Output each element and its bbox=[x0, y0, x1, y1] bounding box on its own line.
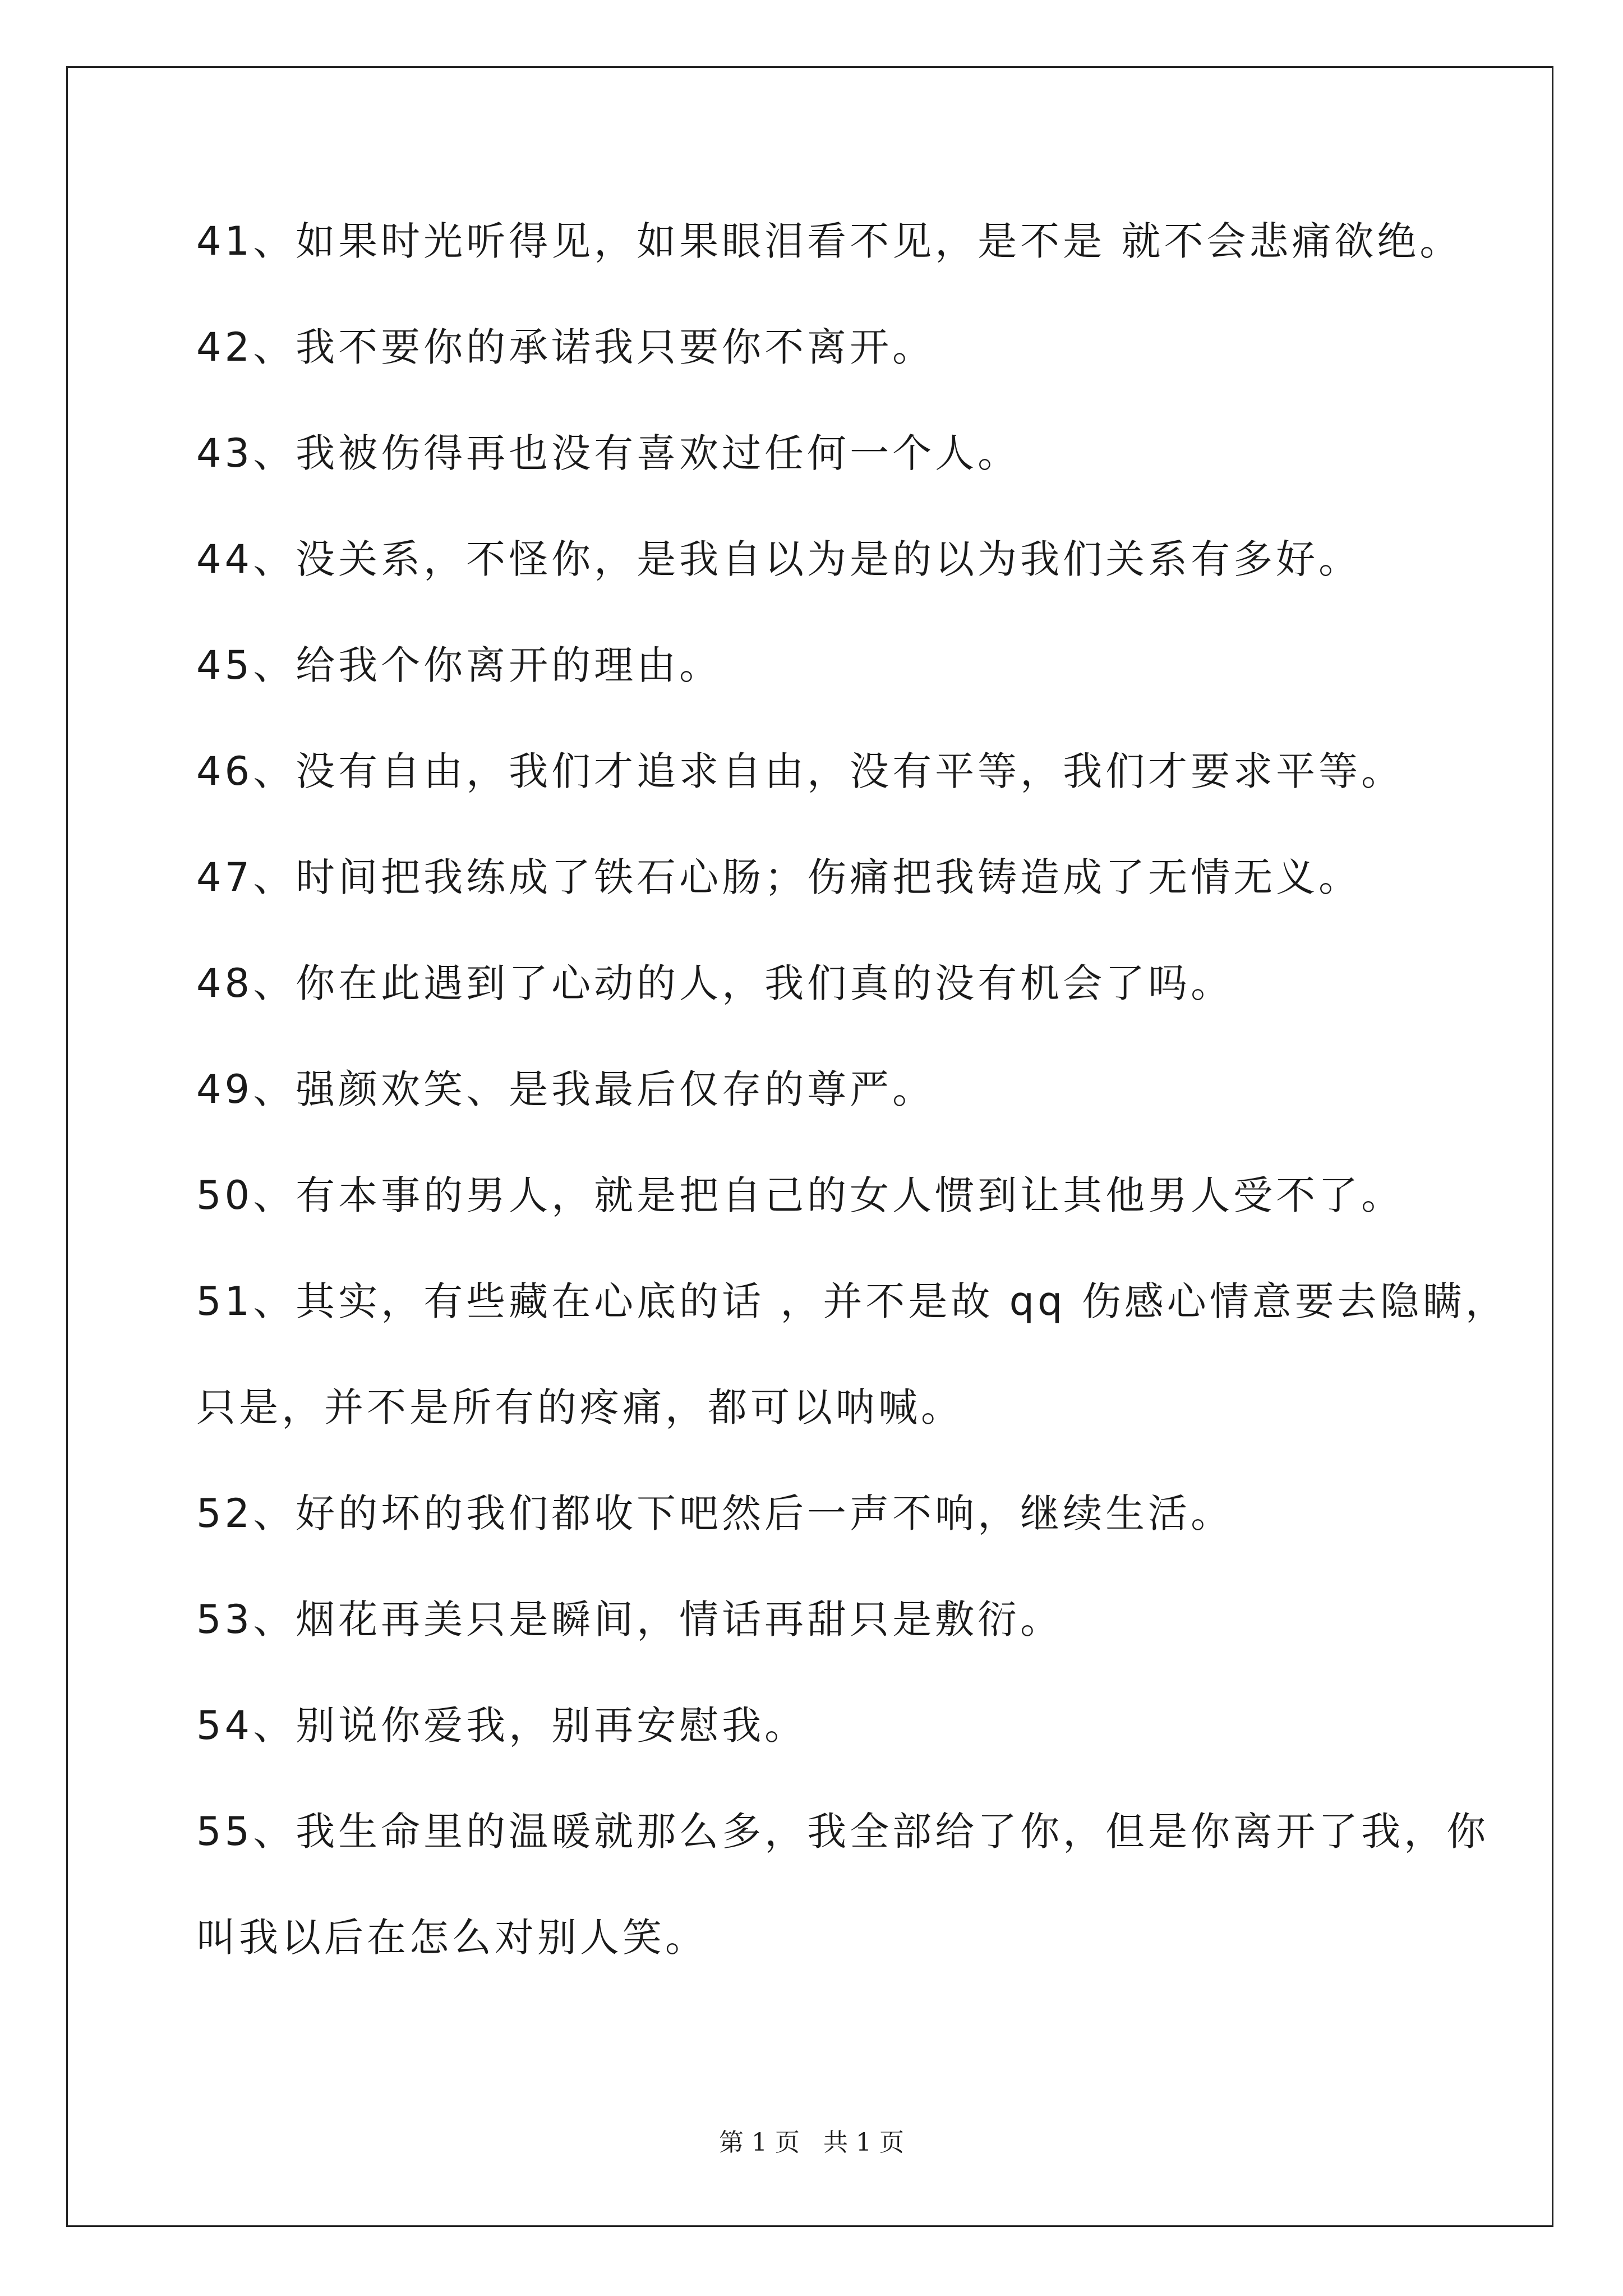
text-line: 55、我生命里的温暖就那么多，我全部给了你，但是你离开了我，你 bbox=[196, 1809, 1490, 1855]
text-line: 52、好的坏的我们都收下吧然后一声不响，继续生活。 bbox=[196, 1490, 1234, 1536]
text-line: 54、别说你爱我，别再安慰我。 bbox=[196, 1703, 808, 1749]
page-footer: 第 1 页 共 1 页 bbox=[719, 2128, 904, 2157]
text-line: 41、如果时光听得见，如果眼泪看不见，是不是 就不会悲痛欲绝。 bbox=[196, 218, 1463, 264]
text-line: 53、烟花再美只是瞬间，情话再甜只是敷衍。 bbox=[196, 1596, 1063, 1642]
text-line: 45、给我个你离开的理由。 bbox=[196, 642, 722, 688]
text-line: 叫我以后在怎么对别人笑。 bbox=[196, 1915, 708, 1961]
text-line: 48、你在此遇到了心动的人，我们真的没有机会了吗。 bbox=[196, 960, 1234, 1006]
text-line: 49、强颜欢笑、是我最后仅存的尊严。 bbox=[196, 1066, 935, 1112]
text-line: 只是，并不是所有的疼痛，都可以呐喊。 bbox=[196, 1384, 963, 1430]
text-line: 51、其实，有些藏在心底的话 ，并不是故 qq 伤感心情意要去隐瞒， bbox=[196, 1278, 1508, 1324]
text-line: 47、时间把我练成了铁石心肠；伤痛把我铸造成了无情无义。 bbox=[196, 854, 1362, 900]
text-line: 43、我被伤得再也没有喜欢过任何一个人。 bbox=[196, 430, 1021, 476]
text-line: 44、没关系，不怪你，是我自以为是的以为我们关系有多好。 bbox=[196, 536, 1362, 582]
text-line: 46、没有自由，我们才追求自由，没有平等，我们才要求平等。 bbox=[196, 748, 1404, 794]
document-body bbox=[196, 218, 1508, 2024]
text-line: 50、有本事的男人，就是把自己的女人惯到让其他男人受不了。 bbox=[196, 1172, 1404, 1218]
text-line: 42、我不要你的承诺我只要你不离开。 bbox=[196, 324, 935, 370]
